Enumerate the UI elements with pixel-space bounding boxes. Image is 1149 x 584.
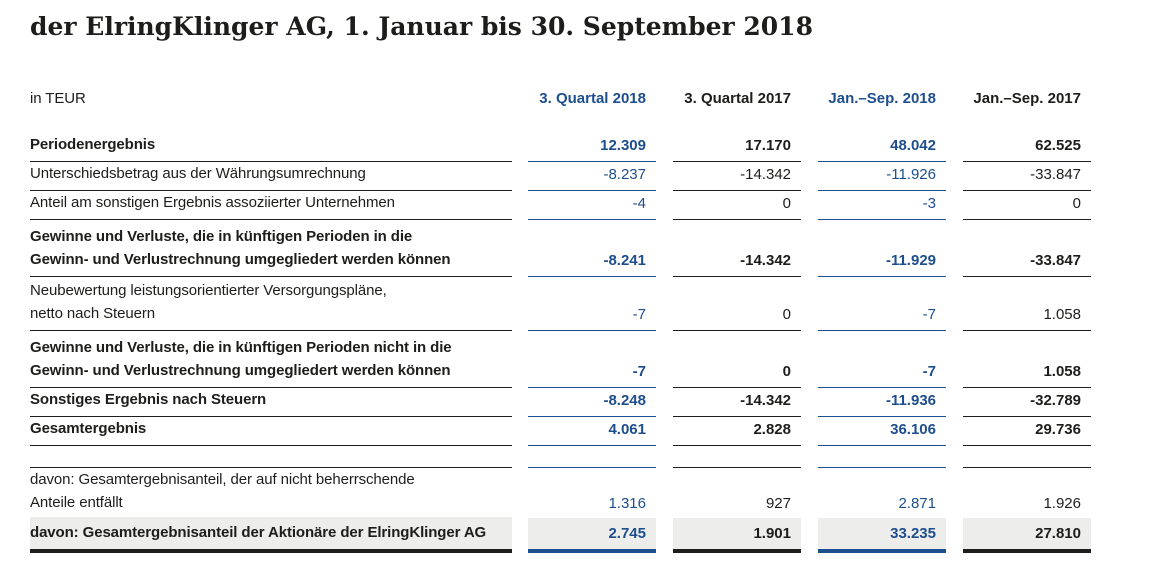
value-cell: 62.525 xyxy=(963,134,1091,162)
table-row-gewinne-verluste-umgliederbar xyxy=(30,220,1091,277)
row-label: Neubewertung leistungsorientierter Versorgungspläne, netto nach Steuern xyxy=(30,279,512,331)
value-cell: 1.058 xyxy=(963,303,1091,331)
row-label: Periodenergebnis xyxy=(30,133,512,162)
value-cell: -33.847 xyxy=(963,249,1091,277)
comprehensive-income-table xyxy=(30,87,1091,553)
value-cell: 1.901 xyxy=(673,518,801,553)
value-cell: 1.926 xyxy=(963,492,1091,520)
table-body xyxy=(30,115,1091,553)
value-cell: 2.828 xyxy=(673,418,801,446)
value-cell: -11.929 xyxy=(818,249,946,277)
value-cell: 927 xyxy=(673,492,801,520)
row-label: Sonstiges Ergebnis nach Steuern xyxy=(30,388,512,417)
value-cell: 0 xyxy=(673,360,801,388)
value-cell: -14.342 xyxy=(673,163,801,191)
value-cell: -11.926 xyxy=(818,163,946,191)
value-cell: -14.342 xyxy=(673,389,801,417)
value-cell: -8.241 xyxy=(528,249,656,277)
value-cell: -32.789 xyxy=(963,389,1091,417)
value-cell: 27.810 xyxy=(963,518,1091,553)
row-label: Gesamtergebnis xyxy=(30,417,512,446)
table-row-anteil-sonstiges-ergebnis-assoziierte xyxy=(30,191,1091,220)
table-row-neubewertung-versorgungsplaene xyxy=(30,277,1091,331)
column-header-1: 3. Quartal 2018 xyxy=(539,90,646,107)
table-row-davon-aktionaere-elringklinger xyxy=(30,520,1091,553)
page-title: der ElringKlinger AG, 1. Januar bis 30. September 2018 xyxy=(30,12,813,41)
value-cell: -8.237 xyxy=(528,163,656,191)
value-cell xyxy=(963,463,1091,468)
table-row-unterschiedsbetrag-waehrungsumrechnung xyxy=(30,162,1091,191)
value-cell: 12.309 xyxy=(528,134,656,162)
value-cell: -7 xyxy=(528,360,656,388)
value-cell: -14.342 xyxy=(673,249,801,277)
row-label: davon: Gesamtergebnisanteil, der auf nicht beherrschende Anteile entfällt xyxy=(30,468,512,520)
value-cell: 33.235 xyxy=(818,518,946,553)
value-cell: 17.170 xyxy=(673,134,801,162)
table-row-spacer-row xyxy=(30,446,1091,468)
value-cell: 1.316 xyxy=(528,492,656,520)
value-cell: 36.106 xyxy=(818,418,946,446)
column-header-4: Jan.–Sep. 2017 xyxy=(973,90,1081,107)
table-row-davon-nicht-beherrschende-anteile xyxy=(30,468,1091,520)
value-cell xyxy=(818,463,946,468)
value-cell: 0 xyxy=(673,303,801,331)
value-cell: 0 xyxy=(673,192,801,220)
value-cell: 29.736 xyxy=(963,418,1091,446)
table-row-gesamtergebnis xyxy=(30,417,1091,446)
value-cell: -7 xyxy=(528,303,656,331)
row-label: Unterschiedsbetrag aus der Währungsumrechnung xyxy=(30,162,512,191)
value-cell: -7 xyxy=(818,303,946,331)
value-cell: 48.042 xyxy=(818,134,946,162)
column-header-3: Jan.–Sep. 2018 xyxy=(828,90,936,107)
row-label: Gewinne und Verluste, die in künftigen Perioden in die Gewinn- und Verlustrechnung umgegliedert werden können xyxy=(30,225,512,277)
value-cell: -33.847 xyxy=(963,163,1091,191)
table-row-periodenergebnis xyxy=(30,115,1091,162)
value-cell: 2.745 xyxy=(528,518,656,553)
row-label: Anteil am sonstigen Ergebnis assoziierter Unternehmen xyxy=(30,191,512,220)
column-header-2: 3. Quartal 2017 xyxy=(684,90,791,107)
value-cell: -11.936 xyxy=(818,389,946,417)
value-cell: -8.248 xyxy=(528,389,656,417)
unit-label: in TEUR xyxy=(30,90,86,107)
table-row-sonstiges-ergebnis-nach-steuern xyxy=(30,388,1091,417)
value-cell xyxy=(673,463,801,468)
value-cell: 4.061 xyxy=(528,418,656,446)
value-cell: 2.871 xyxy=(818,492,946,520)
row-label: davon: Gesamtergebnisanteil der Aktionäre der ElringKlinger AG xyxy=(30,517,512,553)
value-cell: -4 xyxy=(528,192,656,220)
value-cell: 0 xyxy=(963,192,1091,220)
table-row-gewinne-verluste-nicht-umgliederbar xyxy=(30,331,1091,388)
table-header-row xyxy=(30,87,1091,113)
row-label: Gewinne und Verluste, die in künftigen Perioden nicht in die Gewinn- und Verlustrechnung umgegliedert werden können xyxy=(30,336,512,388)
value-cell xyxy=(528,463,656,468)
value-cell: -3 xyxy=(818,192,946,220)
value-cell: 1.058 xyxy=(963,360,1091,388)
value-cell: -7 xyxy=(818,360,946,388)
